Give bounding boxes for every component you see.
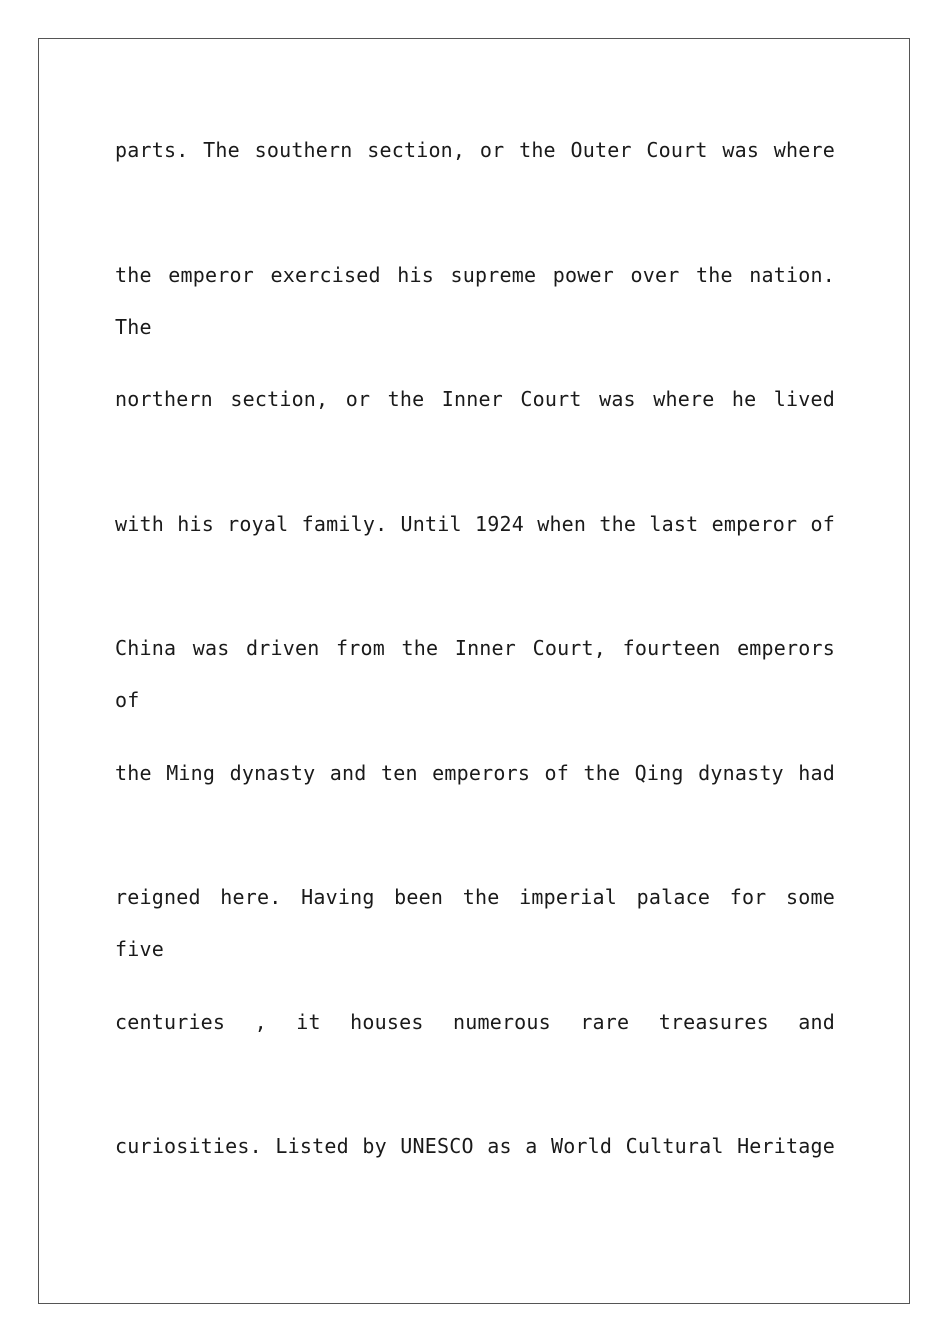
text-line: reigned here. Having been the imperial palace for some five	[115, 885, 835, 961]
text-line: China was driven from the Inner Court, fourteen emperors of	[115, 636, 835, 712]
text-line: the emperor exercised his supreme power over the nation. The	[115, 262, 835, 339]
text-line: with his royal family. Until 1924 when the last emperor of	[115, 511, 835, 536]
text-line: northern section, or the Inner Court was where he lived	[115, 387, 835, 411]
text-line: curiosities. Listed by UNESCO as a World Cultural Heritage	[115, 1134, 835, 1158]
body-text	[115, 124, 835, 1245]
text-line: parts. The southern section, or the Outer Court was where	[115, 138, 835, 162]
text-line: centuries , it houses numerous rare treasures and	[115, 1009, 835, 1034]
text-line: the Ming dynasty and ten emperors of the Qing dynasty had	[115, 760, 835, 785]
